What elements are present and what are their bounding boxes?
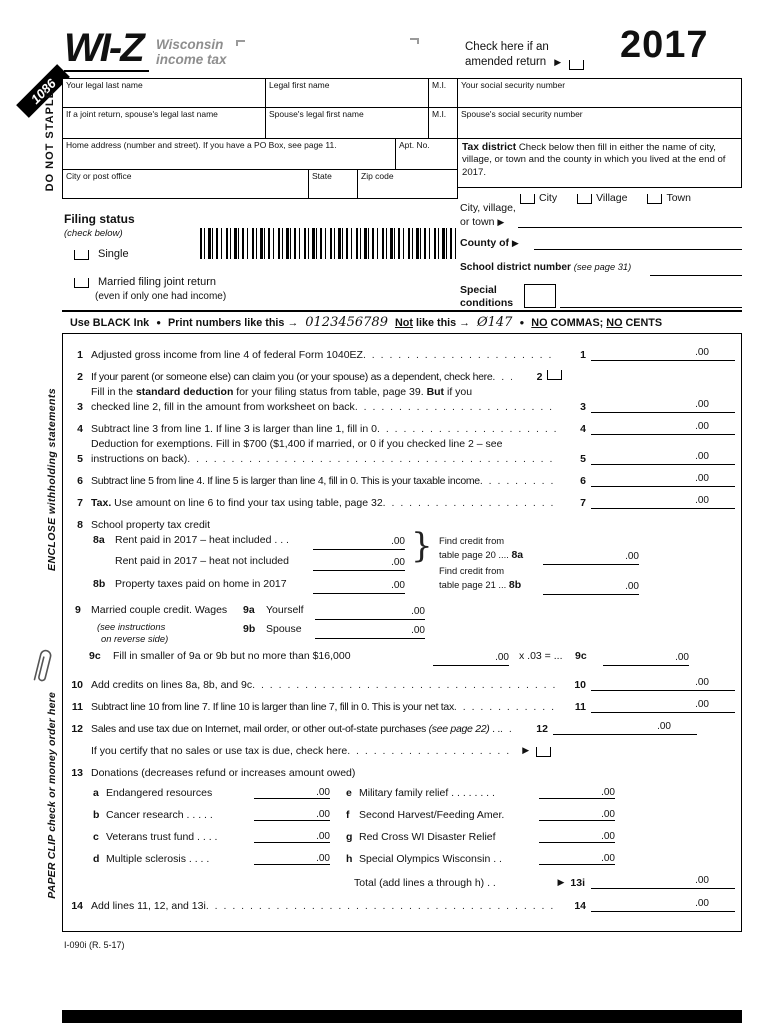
dot-leader	[480, 475, 556, 487]
dot-leader	[355, 401, 556, 413]
barcode	[200, 228, 456, 259]
apt-label: Apt. No.	[399, 140, 430, 150]
dependent-checkbox[interactable]	[547, 370, 562, 380]
line10-amount-field[interactable]: .00	[591, 676, 735, 691]
donation-letter: e	[346, 787, 352, 799]
donation-label: Red Cross WI Disaster Relief	[359, 831, 496, 843]
tagline-line2: income tax	[156, 51, 227, 67]
dot-leader	[454, 701, 556, 713]
tax-district-desc: Check below then fill in either the name of city, village, or town and the county in which you lived at the end of 2017.	[462, 142, 726, 178]
spouse-first-name-field[interactable]	[265, 107, 429, 139]
form-logo: WI-Z	[64, 28, 149, 72]
amended-return-section	[465, 40, 584, 70]
line9a-amount-field[interactable]: .00	[315, 604, 425, 620]
line-text: If your parent (or someone else) can claim you (or your spouse) as a dependent, check here	[91, 371, 493, 383]
line6-amount-field[interactable]: .00	[591, 472, 735, 487]
line-6	[67, 468, 735, 487]
line-number: 2	[77, 371, 83, 383]
zip-label: Zip code	[361, 171, 394, 181]
line-12	[67, 716, 735, 735]
donation-letter: g	[346, 831, 353, 843]
spouse-mi-label: M.I.	[432, 109, 447, 119]
line-5: 5 Deduction for exemptions. Fill in $700 ($1,400 if married, or 0 if you checked line 2 – see instructions on back) . . . 5 .00	[67, 438, 735, 465]
property-taxes-label: Property taxes paid on home in 2017	[115, 578, 287, 590]
line-ref: 10	[574, 679, 586, 691]
amended-label-line2: amended return	[465, 55, 547, 68]
bullet-icon: ●	[156, 318, 162, 327]
donation-e-amount-field[interactable]: .00	[539, 787, 615, 799]
line14-amount-field[interactable]: .00	[591, 897, 735, 912]
no-commas-label: NO COMMAS; NO CENTS	[531, 316, 663, 329]
property-taxes-amount-field[interactable]: .00	[313, 578, 405, 594]
address-label: Home address (number and street). If you have a PO Box, see page 11.	[66, 140, 337, 150]
print-numbers-label: Print numbers like this →	[168, 316, 299, 329]
line-text: Subtract line 5 from line 4. If line 5 is larger than line 4, fill in 0. This is your taxable income	[91, 475, 480, 487]
line8a-credit-amount-field[interactable]: .00	[543, 549, 639, 565]
line-ref: 6	[580, 475, 586, 487]
line-8b-ref: 8b	[508, 579, 522, 591]
ssn-label: Your social security number	[461, 80, 566, 90]
line-text: Add lines 11, 12, and 13i	[91, 900, 206, 912]
brace-icon: }	[411, 526, 433, 566]
spouse-ssn-field[interactable]	[457, 107, 742, 139]
line-number: 14	[71, 900, 83, 912]
donation-label: Endangered resources	[106, 787, 213, 799]
line-9c-ref: 9c	[575, 650, 587, 662]
line-number: 7	[77, 497, 83, 509]
line-1	[67, 342, 735, 361]
married-note: (even if only one had income)	[95, 291, 227, 302]
donation-letter: a	[93, 787, 99, 799]
married-couple-credit-label: Married couple credit. Wages	[91, 604, 228, 616]
first-name-field[interactable]	[265, 78, 429, 108]
tax-district-description	[457, 138, 742, 188]
dot-leader	[492, 371, 512, 383]
donation-g-amount-field[interactable]: .00	[539, 831, 615, 843]
line12-amount-field[interactable]: .00	[553, 720, 697, 735]
donation-row	[67, 847, 735, 865]
line8b-credit-amount-field[interactable]: .00	[543, 579, 639, 595]
line9c-amount-field[interactable]: .00	[603, 650, 689, 666]
mi-label: M.I.	[432, 80, 447, 90]
form-tagline	[156, 38, 227, 68]
sample-good-digits: 0123456789	[305, 315, 388, 330]
line-text: Subtract line 10 from line 7. If line 10 is larger than line 7, fill in 0. This is your net tax	[91, 701, 454, 713]
line-13-title	[67, 760, 735, 779]
donation-label: Military family relief . . . . . . . .	[359, 787, 495, 799]
dot-leader	[252, 679, 556, 691]
line-number: 4	[77, 423, 83, 435]
line-text: School property tax credit	[91, 519, 211, 531]
tax-district-options	[520, 192, 691, 204]
county-label: County of ▶	[460, 237, 519, 249]
do-not-staple-label: DO NOT STAPLE	[44, 90, 56, 192]
line-9b-ref: 9b	[243, 623, 256, 635]
donation-label: Veterans trust fund . . . .	[106, 831, 218, 843]
donation-letter: d	[93, 853, 100, 865]
form-number-tag-text: 1086	[27, 75, 59, 107]
line-number: 6	[77, 475, 83, 487]
amended-return-checkbox[interactable]	[569, 60, 584, 70]
line-8-title	[67, 512, 735, 531]
zip-field[interactable]	[357, 169, 458, 199]
donation-a-amount-field[interactable]: .00	[254, 787, 330, 799]
sample-bad-digits: Ø147	[476, 315, 513, 330]
see-instructions-note: on reverse side)	[101, 633, 169, 644]
line-text: Tax. Use amount on line 6 to find your tax using table, page 32	[91, 497, 383, 509]
line-ref: 1	[580, 349, 586, 361]
filing-status-title: Filing status	[64, 212, 135, 226]
line-ref: 3	[580, 401, 586, 413]
special-conditions-box[interactable]	[524, 284, 556, 308]
paper-clip-label: PAPER CLIP check or money order here	[46, 692, 58, 899]
find-credit-note: table page 21 ... 8b	[439, 579, 522, 591]
line-11	[67, 694, 735, 713]
line-number: 10	[71, 679, 83, 691]
yourself-label: Yourself	[266, 604, 304, 616]
enclose-withholding-label: ENCLOSE withholding statements	[46, 388, 58, 571]
line13i-amount-field[interactable]: .00	[591, 874, 735, 889]
line11-amount-field[interactable]: .00	[591, 698, 735, 713]
line5-amount-field[interactable]: .00	[591, 450, 735, 465]
spouse-last-name-label: If a joint return, spouse's legal last name	[66, 109, 218, 119]
donation-letter: c	[93, 831, 99, 843]
single-label: Single	[98, 248, 129, 260]
city-field[interactable]	[62, 169, 309, 199]
donation-row	[67, 803, 735, 821]
line-4	[67, 416, 735, 435]
dot-leader	[206, 900, 556, 912]
line-ref: 11	[574, 701, 586, 713]
line-9a-ref: 9a	[243, 604, 255, 616]
find-credit-note: Find credit from	[439, 535, 505, 546]
multiply-note: x .03 = ...	[519, 650, 563, 662]
donation-label: Multiple sclerosis . . . .	[106, 853, 210, 865]
line-number: 12	[71, 723, 83, 735]
no-sales-tax-checkbox[interactable]	[536, 747, 551, 757]
line-8a-ref: 8a	[93, 534, 105, 546]
last-name-field[interactable]	[62, 78, 266, 108]
filing-status-subtitle: (check below)	[64, 228, 123, 239]
form-body	[62, 0, 742, 1024]
line-number: 8	[77, 519, 83, 531]
donation-row	[67, 781, 735, 799]
line-text: Donations (decreases refund or increases amount owed)	[91, 767, 356, 779]
rent-heat-included-amount-field[interactable]: .00	[313, 534, 405, 550]
line-number: 13	[71, 767, 83, 779]
line4-amount-field[interactable]: .00	[591, 420, 735, 435]
bullet-icon: ●	[519, 318, 525, 327]
donation-label: Cancer research . . . . .	[106, 809, 213, 821]
dot-leader	[383, 497, 556, 509]
state-label: State	[312, 171, 332, 181]
donation-label: Special Olympics Wisconsin . .	[359, 853, 502, 865]
single-checkbox[interactable]	[74, 250, 89, 260]
arrow-icon: ▶	[511, 238, 519, 248]
donation-f-amount-field[interactable]: .00	[539, 809, 615, 821]
dot-leader	[187, 453, 556, 465]
form-revision-footer: I-090i (R. 5-17)	[64, 940, 125, 950]
line-ref: 4	[580, 423, 586, 435]
married-status-row	[74, 276, 216, 288]
line-text: Subtract line 3 from line 1. If line 3 is larger than line 1, fill in 0	[91, 423, 377, 435]
donation-letter: b	[93, 809, 100, 821]
registration-mark-icon	[236, 40, 245, 46]
donation-d-amount-field[interactable]: .00	[254, 853, 330, 865]
spouse-mi-field[interactable]	[428, 107, 458, 139]
line9c-base-amount-field[interactable]: .00	[433, 650, 509, 666]
paperclip-icon	[25, 643, 58, 690]
line-text: Deduction for exemptions. Fill in $700 ($1,400 if married, or 0 if you checked line 2 – see	[91, 438, 503, 450]
line-text: Adjusted gross income from line 4 of federal Form 1040EZ	[91, 349, 363, 361]
rent-heat-included-label: Rent paid in 2017 – heat included . . .	[115, 534, 289, 546]
line-9c-ref: 9c	[89, 650, 101, 662]
donation-letter: f	[346, 809, 350, 821]
line-number: 11	[71, 701, 83, 713]
line-number: 1	[77, 349, 83, 361]
spouse-last-name-field[interactable]	[62, 107, 266, 139]
spouse-ssn-label: Spouse's social security number	[461, 109, 583, 119]
city-checkbox[interactable]	[520, 194, 535, 204]
line-13i-ref: 13i	[570, 877, 585, 889]
dot-leader	[500, 723, 518, 735]
line-text: Sales and use tax due on Internet, mail order, or other out-of-state purchases (see page 22) . .	[91, 723, 500, 735]
scanline-bar	[62, 1010, 742, 1023]
special-conditions-label: Special conditions	[460, 284, 514, 310]
dot-leader	[377, 423, 556, 435]
line-number: 3	[77, 401, 83, 413]
last-name-label: Your legal last name	[66, 80, 143, 90]
married-label: Married filing joint return	[98, 276, 216, 288]
donation-h-amount-field[interactable]: .00	[539, 853, 615, 865]
line-ref: 14	[574, 900, 586, 912]
arrow-icon: ▶	[554, 57, 562, 68]
see-page-note: (see page 22)	[428, 723, 490, 735]
line9b-amount-field[interactable]: .00	[315, 623, 425, 639]
find-credit-note: Find credit from	[439, 565, 505, 576]
use-black-ink-label: Use BLACK Ink	[70, 316, 150, 329]
city-option-label: City	[539, 192, 558, 204]
tax-year: 2017	[620, 24, 709, 66]
tax-district-title: Tax district	[462, 142, 517, 153]
line3-amount-field[interactable]: .00	[591, 398, 735, 413]
donation-row	[67, 825, 735, 843]
school-district-label: School district number (see page 31)	[460, 262, 632, 273]
form-lines	[62, 334, 742, 932]
town-option-label: Town	[666, 192, 691, 204]
arrow-icon: ▶	[522, 744, 530, 755]
line-12-certify	[67, 738, 735, 757]
special-conditions-line[interactable]	[560, 307, 742, 308]
county-input[interactable]	[534, 249, 742, 250]
city-village-town-input[interactable]	[518, 227, 742, 228]
arrow-icon: ▶	[497, 217, 505, 228]
line-14	[67, 893, 735, 912]
line-13-total	[67, 869, 735, 889]
line-9-detail	[67, 604, 735, 670]
line-number: 5	[77, 453, 83, 465]
middle-initial-field[interactable]	[428, 78, 458, 108]
line-8a-ref: 8a	[511, 549, 524, 561]
line-9c-text: Fill in smaller of 9a or 9b but no more than $16,000	[113, 650, 351, 662]
home-address-field[interactable]	[62, 138, 396, 170]
line-ref: 12	[536, 723, 548, 735]
apt-field[interactable]	[395, 138, 458, 170]
line1-amount-field[interactable]: .00	[591, 346, 735, 361]
donation-label: Second Harvest/Feeding Amer.	[359, 809, 505, 821]
village-checkbox[interactable]	[577, 194, 592, 204]
line7-amount-field[interactable]: .00	[591, 494, 735, 509]
total-label: Total (add lines a through h) . .	[354, 877, 496, 889]
find-credit-note: table page 20 .... 8a	[439, 549, 524, 561]
first-name-label: Legal first name	[269, 80, 330, 90]
ink-instruction-bar: Use BLACK Ink ● Print numbers like this → 0123456789 Not like this → Ø147 ● NO COMMAS; NO CENTS	[62, 310, 742, 334]
school-district-note: (see page 31)	[573, 262, 632, 272]
village-option-label: Village	[596, 192, 628, 204]
line-number: 9	[75, 604, 81, 616]
school-district-input[interactable]	[650, 275, 742, 276]
single-status-row	[74, 248, 129, 260]
see-instructions-note: (see instructions	[97, 621, 166, 632]
spouse-first-name-label: Spouse's legal first name	[269, 109, 364, 119]
line-ref: 5	[580, 453, 586, 465]
town-checkbox[interactable]	[647, 194, 662, 204]
line-2	[67, 364, 735, 383]
line-8b-ref: 8b	[93, 578, 106, 590]
rent-heat-not-included-label: Rent paid in 2017 – heat not included	[115, 555, 289, 567]
certify-text: If you certify that no sales or use tax is due, check here	[91, 745, 348, 757]
dot-leader	[363, 349, 556, 361]
tagline-line1: Wisconsin	[156, 37, 224, 52]
line-7	[67, 490, 735, 509]
line-ref: 2	[536, 371, 543, 383]
married-checkbox[interactable]	[74, 278, 89, 288]
donation-letter: h	[346, 853, 353, 865]
line-text: Add credits on lines 8a, 8b, and 9c	[91, 679, 253, 691]
city-label: City or post office	[66, 171, 132, 181]
line-3: 3 Fill in the standard deduction for your filing status from table, page 39. But if you checked line 2, fill in the amount from worksheet on back . . . 3 .00	[67, 386, 735, 413]
line-8-detail	[67, 526, 735, 602]
ssn-field[interactable]	[457, 78, 742, 108]
donation-b-amount-field[interactable]: .00	[254, 809, 330, 821]
amended-label-line1: Check here if an	[465, 41, 549, 53]
line-ref: 7	[580, 497, 586, 509]
line-10	[67, 672, 735, 691]
line-text: Fill in the standard deduction for your filing status from table, page 39. But if you	[91, 386, 473, 398]
spouse-label: Spouse	[266, 623, 302, 635]
donation-c-amount-field[interactable]: .00	[254, 831, 330, 843]
city-village-town-label: City, village, or town ▶	[460, 202, 516, 229]
state-field[interactable]	[308, 169, 358, 199]
arrow-icon: ▶	[557, 876, 565, 887]
rent-heat-not-included-amount-field[interactable]: .00	[313, 555, 405, 571]
registration-mark-icon	[410, 38, 419, 44]
dot-leader	[347, 745, 515, 757]
